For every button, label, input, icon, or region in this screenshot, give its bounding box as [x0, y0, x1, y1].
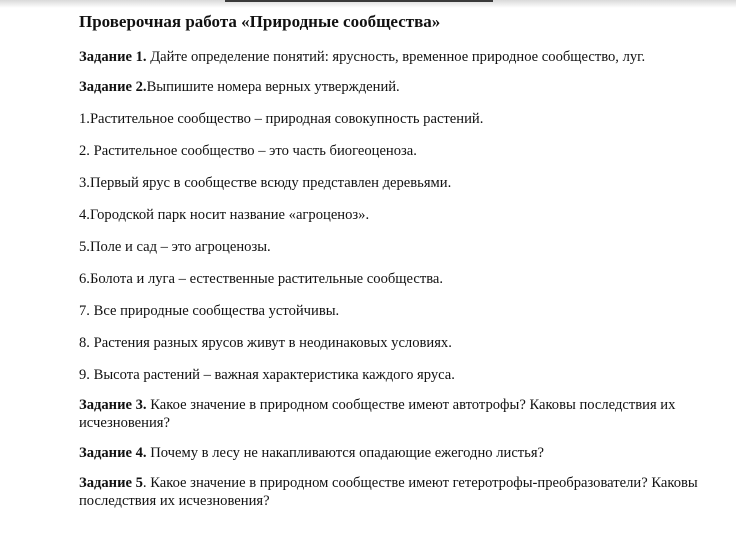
task-label: Задание 5	[79, 475, 143, 491]
task-label: Задание 4.	[79, 445, 147, 461]
task-3	[79, 396, 709, 432]
task-label: Задание 1.	[79, 49, 147, 65]
statement: 4.Городской парк носит название «агроценоз».	[79, 207, 370, 223]
statement: 7. Все природные сообщества устойчивы.	[79, 303, 340, 319]
statement: 1.Растительное сообщество – природная совокупность растений.	[79, 111, 484, 127]
task-2	[79, 78, 709, 96]
statement: 3.Первый ярус в сообществе всюду представлен деревьями.	[79, 175, 452, 191]
task-text: Выпишите номера верных утверждений.	[146, 79, 400, 95]
task-4	[79, 444, 709, 462]
top-rule	[225, 0, 493, 2]
statement: 6.Болота и луга – естественные растительные сообщества.	[79, 271, 444, 287]
statement: 9. Высота растений – важная характеристика каждого яруса.	[79, 367, 455, 383]
statement: 2. Растительное сообщество – это часть биогеоценоза.	[79, 143, 417, 159]
task-text: Какое значение в природном сообществе имеют автотрофы? Каковы последствия их исчезновения?	[79, 397, 676, 431]
task-1	[79, 48, 709, 66]
task-label: Задание 3.	[79, 397, 147, 413]
task-text: . Какое значение в природном сообществе имеют гетеротрофы-преобразователи? Каковы последствия их исчезновения?	[79, 475, 698, 509]
statement: 5.Поле и сад – это агроценозы.	[79, 239, 271, 255]
document-page	[79, 12, 709, 510]
task-text: Дайте определение понятий: ярусность, временное природное сообщество, луг.	[146, 49, 646, 65]
task-text: Почему в лесу не накапливаются опадающие ежегодно листья?	[146, 445, 545, 461]
statement: 8. Растения разных ярусов живут в неодинаковых условиях.	[79, 335, 452, 351]
task-5	[79, 474, 709, 510]
task-label: Задание 2.	[79, 79, 147, 95]
page-title: Проверочная работа «Природные сообщества»	[79, 12, 441, 31]
